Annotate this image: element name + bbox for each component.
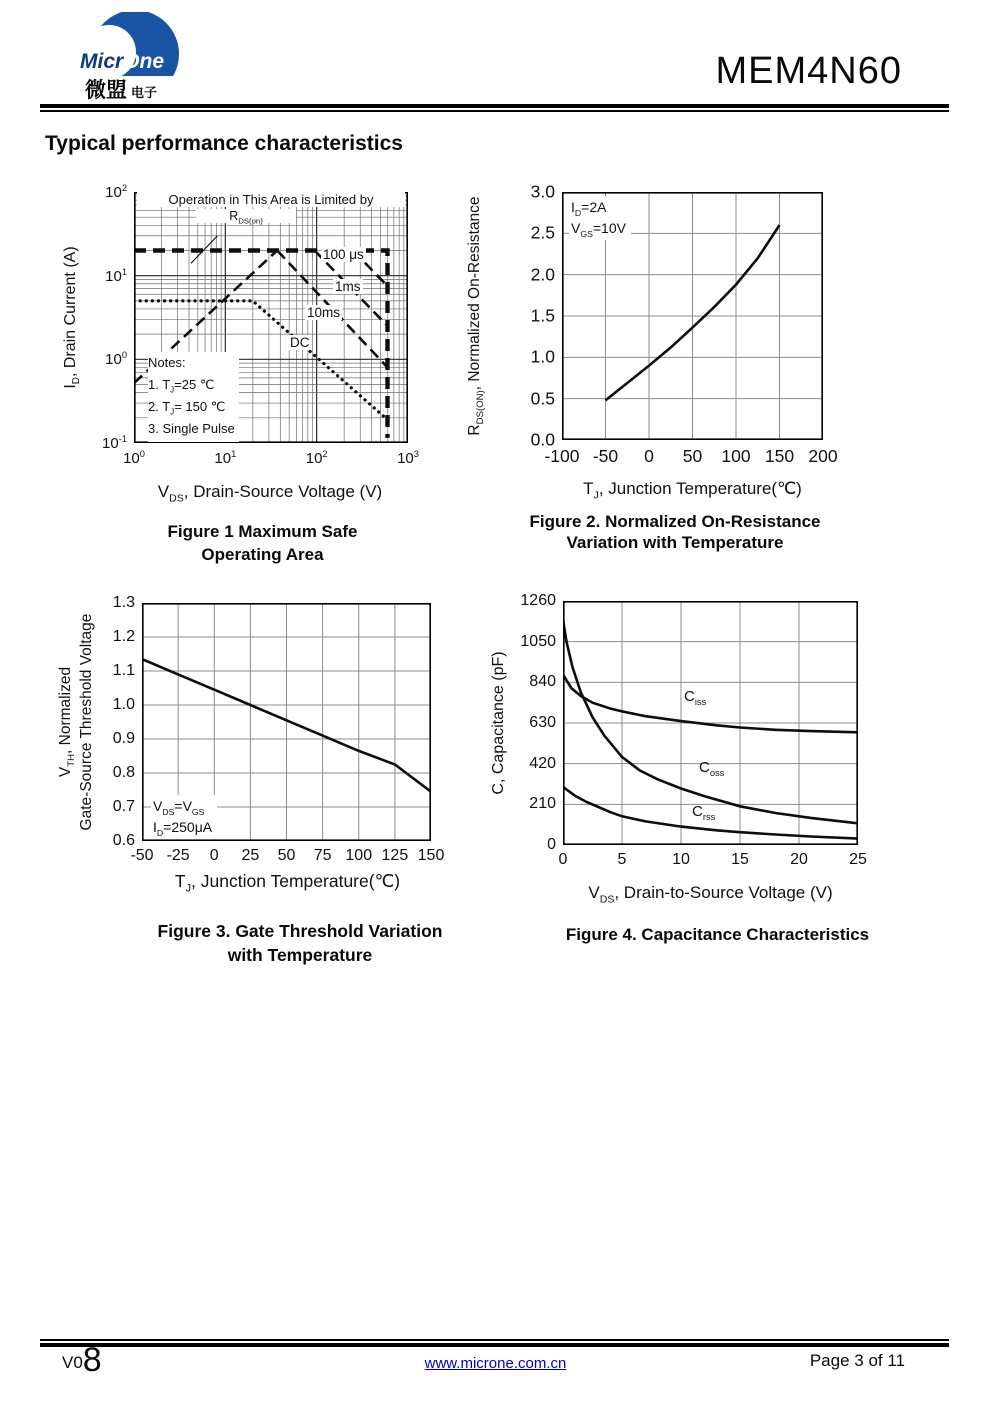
axis-tick-label: 0.8 xyxy=(112,764,135,781)
axis-tick-label: 125 xyxy=(381,847,409,864)
fig1-y-axis-label: $I_D$, Drain Current (A) xyxy=(62,246,83,389)
fig1-note-2: 2. $T_J= 150$ ℃ xyxy=(148,399,226,417)
axis-tick-label: 3.0 xyxy=(530,181,555,202)
fig2-condition-id: $I_D=2A$ xyxy=(571,199,607,218)
logo-text-one: One xyxy=(123,50,165,73)
axis-tick-label: 1.2 xyxy=(112,628,135,645)
axis-tick-label: 0.5 xyxy=(530,388,555,409)
fig3-caption-line2: with Temperature xyxy=(227,945,373,965)
axis-tick-label: 2.5 xyxy=(530,222,555,243)
version-digit: 8 xyxy=(82,1341,102,1379)
fig1-curve-label-10ms: 10ms xyxy=(307,305,341,320)
axis-tick-label: 630 xyxy=(529,714,556,731)
axis-tick-label: $10^0$ xyxy=(123,449,145,467)
axis-tick-label: $10^{-1}$ xyxy=(102,434,127,452)
axis-tick-label: $10^2$ xyxy=(105,183,127,201)
axis-tick-label: 0 xyxy=(547,836,556,853)
axis-tick-label: 0 xyxy=(209,847,219,864)
fig4-y-axis-label: C, Capacitance (pF) xyxy=(490,651,507,795)
axis-tick-label: 1050 xyxy=(520,632,556,650)
axis-tick-label: $10^2$ xyxy=(305,449,328,467)
fig1-curve-label-dc: DC xyxy=(290,335,310,350)
fig3-x-axis-label: $T_J$, Junction Temperature(℃) xyxy=(174,871,401,895)
logo-text-micr: Micr xyxy=(80,50,124,73)
fig1-note-3: 3. Single Pulse xyxy=(148,421,235,436)
axis-tick-label: 25 xyxy=(241,847,260,864)
fig2-caption-line2: Variation with Temperature xyxy=(566,533,784,552)
fig3-y-axis-label-line2: Gate-Source Threshold Voltage xyxy=(78,613,95,831)
fig1-curve-label-100us: 100 μs xyxy=(323,247,364,262)
version-prefix: V0 xyxy=(62,1353,83,1372)
axis-tick-label: 1.5 xyxy=(530,305,555,326)
axis-tick-label: 20 xyxy=(790,851,808,868)
axis-tick-label: 1260 xyxy=(520,592,556,609)
fig2-y-axis-label: $R_{DS(ON)}$, Normalized On-Resistance xyxy=(466,196,487,436)
fig2-x-axis-label: $T_J$, Junction Temperature(℃) xyxy=(583,479,802,502)
axis-tick-label: 100 xyxy=(345,847,373,864)
axis-tick-label: 15 xyxy=(731,851,749,868)
fig4-curve-label-crss: $C_{rss}$ xyxy=(692,803,716,822)
fig4-caption xyxy=(525,923,910,946)
axis-tick-label: 200 xyxy=(808,446,838,466)
axis-tick-label: 420 xyxy=(529,754,556,772)
fig4-curve-label-ciss: $C_{iss}$ xyxy=(684,688,707,707)
axis-tick-label: $10^1$ xyxy=(105,266,127,285)
axis-tick-label: 2.0 xyxy=(530,264,555,285)
axis-tick-label: 1.0 xyxy=(112,696,135,713)
fig1-annotation-area-note: Operation in This Area is Limited by xyxy=(137,192,405,207)
axis-tick-label: 5 xyxy=(617,851,627,868)
fig3-condition-vds: $V_{DS}=V_{GS}$ xyxy=(153,798,205,817)
axis-tick-label: 1.0 xyxy=(530,346,555,367)
axis-tick-label: -25 xyxy=(166,847,190,864)
fig1-note-1: 1. $T_J=25$ ℃ xyxy=(148,377,215,395)
axis-tick-label: 150 xyxy=(764,446,795,466)
axis-tick-label: 50 xyxy=(682,446,703,466)
fig1-annotation-rdson: $R_{DS(on)}$ xyxy=(196,209,296,223)
logo-cn-sub: 电子 xyxy=(131,85,158,100)
axis-tick-label: $10^1$ xyxy=(214,449,237,467)
page-number: Page 3 of 11 xyxy=(809,1351,905,1370)
series-Ciss xyxy=(563,675,858,733)
axis-tick-label: -50 xyxy=(130,847,154,864)
fig2-caption-line1: Figure 2. Normalized On-Resistance xyxy=(529,512,821,531)
fig1-x-axis-label: $V_{DS}$, Drain-Source Voltage (V) xyxy=(157,482,383,505)
fig1-notes-title: Notes: xyxy=(148,355,186,370)
axis-tick-label: 50 xyxy=(277,847,296,864)
axis-tick-label: 0.9 xyxy=(112,730,135,747)
part-number-title: MEM4N60 xyxy=(715,50,902,92)
fig4-curve-label-coss: $C_{oss}$ xyxy=(699,759,725,778)
axis-tick-label: 0 xyxy=(644,446,654,466)
logo-cn-main: 微盟 xyxy=(85,79,127,102)
fig3-caption-line1: Figure 3. Gate Threshold Variation xyxy=(157,921,443,941)
axis-tick-label: 150 xyxy=(417,847,445,864)
axis-tick-label: -50 xyxy=(592,446,619,466)
fig1-caption-line2: Operating Area xyxy=(201,545,324,564)
axis-tick-label: 0.7 xyxy=(112,798,135,815)
axis-tick-label: 0.6 xyxy=(112,832,135,849)
axis-tick-label: 1.1 xyxy=(112,662,135,679)
axis-tick-label: 0 xyxy=(558,851,568,868)
axis-tick-label: 100 xyxy=(721,446,751,466)
axis-tick-label: -100 xyxy=(544,446,580,466)
axis-tick-label: 0.0 xyxy=(530,429,555,450)
axis-tick-label: 1.3 xyxy=(112,594,135,611)
website-link[interactable]: www.microne.com.cn xyxy=(424,1355,567,1372)
axis-tick-label: 210 xyxy=(529,795,556,813)
fig3-y-axis-label-line1: $V_{TH}$, Normalized xyxy=(57,666,78,778)
axis-tick-label: $10^3$ xyxy=(397,449,419,467)
footer-rule-thick xyxy=(40,1343,949,1347)
fig2-condition-vgs: $V_{GS}=10V$ xyxy=(571,220,626,239)
fig4-caption-line1: Figure 4. Capacitance Characteristics xyxy=(565,925,870,944)
fig1-curve-label-1ms: 1ms xyxy=(335,279,361,294)
fig1-caption-line1: Figure 1 Maximum Safe xyxy=(167,522,358,541)
section-title: Typical performance characteristics xyxy=(45,132,403,155)
fig4-x-axis-label: $V_{DS}$, Drain-to-Source Voltage (V) xyxy=(588,883,833,906)
fig3-condition-id: $I_D=250\mu A$ xyxy=(153,819,213,838)
series-Coss xyxy=(563,619,858,823)
axis-tick-label: 840 xyxy=(529,673,556,691)
footer-rule-thin xyxy=(40,1339,949,1341)
axis-tick-label: $10^0$ xyxy=(105,350,127,369)
axis-tick-label: 75 xyxy=(313,847,332,864)
axis-tick-label: 10 xyxy=(672,851,690,868)
axis-tick-label: 25 xyxy=(849,851,867,868)
